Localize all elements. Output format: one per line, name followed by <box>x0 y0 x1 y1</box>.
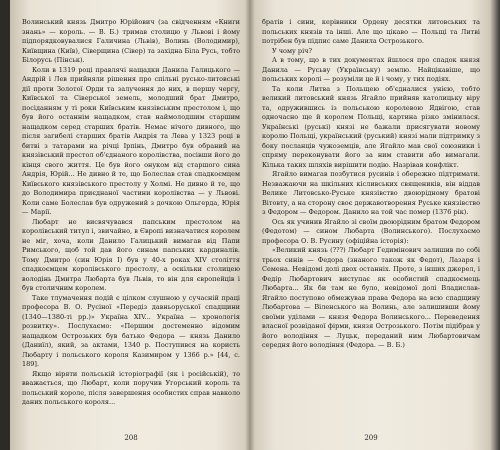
left-paragraph: Таке тлумачення подій є цілком слушною у сучасній праці професора В. О. Русіної «Передіз давньоруської спадщини (1340—1380-ті рр.)» Україна XIV... Україна — хронологія розвитку». Послухаємо: «Першим достеменно відомим нащадком Острозьких був батько Федора — князь Данило (Даниїл), який, за актами, 1340 р. Поступився на користь Любарту і польського короля Казимиром у 1366 р.» [44, с. 189]. <box>22 293 240 368</box>
left-paragraph: Якщо віряти польській історіографії (як і російській), то вважається, що Любарт, коли поручив Угорський король та польський короле, після завершення особистих справ навколо даних польського короля... <box>22 369 240 406</box>
right-paragraph: Ось як учинив Ягайло зі своїм двоюрідним братом Федором (Федотом) — сином Любарта (Волинського). Послухаємо професора О. В. Русину (офіційна історія): <box>262 217 480 245</box>
left-paragraph: Коли в 1319 році правлячі нащадки Данила Галицького — Андрій і Лев прийняли рішення про спільні русько-литовські дії проти Золотої Орди та залучення до них, в першу чергу, Київської та Сіверської земель, молодший брат Дмитро, посіданням у ті роки Київським князівським престолом і, що був його останнім нащадком, став наймолодшим старшим нащадком серед старших братів. Немає нічого дивного, що після загибелі старших братів Андрія та Лева у 1323 році в битві з татарами на річці Ірпінь, Дмитро був обраний на князівський престол об'єднаного королівства, посівши його до кінця свого життя. Це був його онуком від старшого сина Андрія, Юрій... Не дивно й те, що Болеслав став спадкоємцем Київського князівського престолу у Холмі. Не дивно й те, що до Володимира приєднаної частини королівства — у Львові. Коли саме Болеслав був одружений з дочкою Ольгерда, Юрія — Марії. <box>22 65 240 216</box>
right-page <box>262 18 480 428</box>
left-paragraph: Волинський князь Дмитро Юрійович (за свідченням «Книги знань» — король. — В. Б.) тримав столицю у Львові і йому підпорядковувалися Галичина (Львів), Волинь (Володимир), Київщина (Київ), Сіверщина (Сівер) та західна Біла Русь, тобто Білорусь (Пінськ). <box>22 18 240 64</box>
right-paragraph: Ягайло вимагав позбутися русинів і обережно підтримати. Незважаючи на шкільних кісливських священиків, він віддав Велике Литовсько-Руське князівство двоюрідному братові Вітовту, а на сторону своє державотворення Руське князівство з Федором — Федором. Данило на той час помер (1376 рік). <box>262 170 480 216</box>
right-paragraph: А в тому, що в тих документах йшлося про спадок князя Данила — Русьву (Українську) землю. Найцікавіше, що польських королі — розуміли це й і чому, у тих подіях. <box>262 56 480 83</box>
right-paragraph: Та коли Литва з Польщею об'єдналися унією, тобто великий литовський князь Ягайло прийняв католицьку віру та, одружившись із польською королевою Ядвігою, став одночасно ще й королем Польщі, картина різко змінилася. Українські (руські) князі не бажали присягувати новому королю Польщі, український (руський) князі мали підтримку з боку посланців чужоземців, але Ягайло мав свої союзники і спряму переконувати його за ним ставити або вимагали. Кілька таких шляхів вирішити подію. Назрівав конфлікт. <box>262 84 480 169</box>
right-paragraph: У чому річ? <box>272 46 312 55</box>
left-page <box>22 18 240 428</box>
left-paragraph: Любарт не висвячувався папським престолом на королівський титул і, звичайно, в Європі визначатися королем не міг, хоча, коли Данило Галицький вимагав від Папи Римського, щоб той дав його синам папських кардиналів. Тому Дмитро (син Юрія I) був у 40-х роках XIV століття спадкоємцем королівського престолу, а оскільки столицею володінь Дмитра Любарта був Львів, то він для європейців і був столичним королем. <box>22 217 240 292</box>
right-paragraph: братів і сини, керівники Ордену десятки литовських та польських князів та інші. Але що цікаво — Польщі та Литві потрібен був підпис саме Данила Острозького. <box>262 18 480 45</box>
right-page-number: 209 <box>364 434 378 442</box>
right-paragraph: «Великий князь (???) Любарт Гедимінович залишив по собі трьох синів — Федора (знаного також як Федот), Лазаря і Семена. Невідомі долі двох останніх. Проте, з інших джерел, і Федір Любартович виступає як особистий спадкоємець Любарта... Як би там не було, невідомої долі Владислав-Ягайло поступово обмежував права Федора на всю спадщину Любартова — Віленського на Волинь, але залишивши йому своїми уділами — князя Федора Волинського... Переведення власної розвіданої фірми, князя Острозького. Потім підібрав у його володіння — Луцьк, переданий ним Любартовичам середня його володіння (Федора. — В. Б.) <box>262 246 480 349</box>
left-page-number: 208 <box>124 434 138 442</box>
